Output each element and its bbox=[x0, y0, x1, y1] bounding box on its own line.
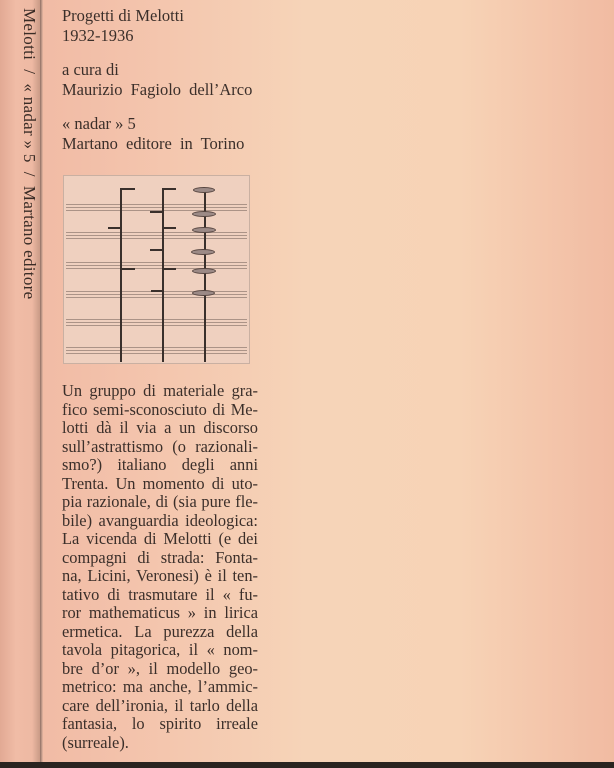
blurb-line: metrico: ma anche, l’ammic- bbox=[62, 677, 258, 696]
front-cover bbox=[44, 0, 614, 762]
blurb-line: ermetica. La purezza della bbox=[62, 621, 258, 641]
blurb-line: tativo di trasmutare il « fu- bbox=[62, 584, 258, 604]
blurb-line: bre d’or », il modello geo- bbox=[62, 658, 258, 678]
blurb-line: Trenta. Un momento di uto- bbox=[62, 473, 258, 493]
blurb-line: smo?) italiano degli anni bbox=[62, 455, 258, 474]
blurb-line: bile) avanguardia ideologica: bbox=[62, 510, 258, 530]
blurb-line: (surreale). bbox=[62, 732, 129, 752]
blurb-text bbox=[62, 382, 258, 752]
book-spine bbox=[0, 0, 41, 762]
spine-text: Melotti / « nadar » 5 / Martano editore bbox=[20, 8, 39, 300]
blurb-line: lotti dà il via a un discorso bbox=[62, 418, 258, 437]
blurb-line: La vicenda di Melotti (e dei bbox=[62, 529, 258, 548]
series-name: « nadar » 5 bbox=[62, 114, 136, 133]
blurb-line: sull’astrattismo (o razionali- bbox=[62, 436, 258, 456]
blurb-line: ror mathematicus » in lirica bbox=[62, 603, 258, 622]
blurb-line: compagni di strada: Fonta- bbox=[62, 547, 258, 567]
blurb-line: Un gruppo di materiale gra- bbox=[62, 381, 258, 400]
curated-label: a cura di bbox=[62, 60, 119, 79]
blurb-line: fico semi-sconosciuto di Me- bbox=[62, 399, 258, 419]
spine-fold bbox=[40, 0, 43, 762]
staves-illustration bbox=[63, 175, 250, 364]
book-years: 1932-1936 bbox=[62, 26, 134, 45]
blurb-line: fantasia, lo spirito irreale bbox=[62, 714, 258, 733]
book-title: Progetti di Melotti bbox=[62, 6, 184, 25]
editor-name: Maurizio Fagiolo dell’Arco bbox=[62, 80, 253, 99]
blurb-line: tavola pitagorica, il « nom- bbox=[62, 640, 258, 659]
title-block bbox=[62, 6, 252, 154]
blurb-line: care dell’ironia, il tarlo della bbox=[62, 695, 258, 715]
publisher: Martano editore in Torino bbox=[62, 134, 245, 153]
blurb-line: na, Licini, Veronesi) è il ten- bbox=[62, 566, 258, 585]
blurb-line: pia razionale, di (sia pure fle- bbox=[62, 492, 258, 511]
